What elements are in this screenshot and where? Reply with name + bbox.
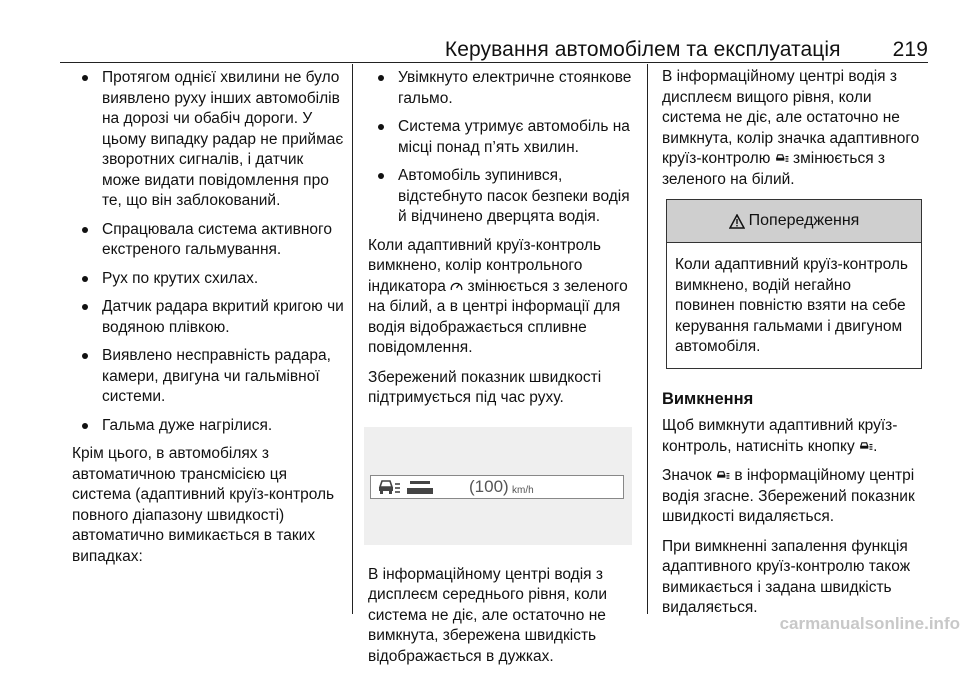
dic-display-illustration	[364, 427, 632, 545]
header-rule	[60, 62, 928, 63]
list-item: Протягом однієї хвилини не було виявлено руху інших автомобілів на дорозі чи обабіч дороги. У цьому випадку радар не приймає зворотних сигналів, і датчик може видати повідомлення про те, що він заблокований.	[74, 68, 344, 212]
dic-status-bar	[370, 475, 624, 499]
paragraph-text: В інформаційному центрі водія з дисплеєм вищого рівня, коли система не діє, але остаточно не вимкнута, колір значка адаптивного круїз-контролю	[662, 68, 920, 167]
bullet-list-2	[368, 68, 632, 228]
warning-box	[666, 199, 922, 369]
warning-header	[667, 200, 921, 243]
speedometer-icon	[450, 280, 463, 292]
warning-title: Попередження	[748, 211, 860, 229]
page-header	[60, 26, 928, 62]
list-item: Виявлено несправність радара, камери, двигуна чи гальмівної системи.	[74, 346, 344, 408]
list-item: Увімкнуто електричне стоянкове гальмо.	[368, 68, 632, 109]
list-item: Автомобіль зупинився, відстебнуто пасок безпеки водія й відчинено дверцята водія.	[368, 166, 632, 228]
page-number: 219	[892, 38, 928, 61]
paragraph: При вимкненні запалення функція адаптивного круїз-контролю також вимикається і задана швидкість видаляється.	[662, 537, 911, 616]
paragraph	[662, 466, 928, 528]
list-item: Датчик радара вкритий кригою чи водяною плівкою.	[74, 297, 344, 338]
paragraph-text: .	[873, 437, 878, 455]
paragraph-text: змінюється з зеленого на білий.	[662, 150, 886, 188]
column-divider-2	[647, 64, 648, 614]
bullet-list-1	[74, 68, 344, 436]
paragraph-text: змінюється з зеленого на білий, а в центрі інформації для водія відображається спливне повідомлення.	[368, 277, 628, 356]
speed-unit: km/h	[512, 484, 534, 496]
section-heading: Вимкнення	[662, 389, 754, 408]
stored-speed-value: (100)	[469, 476, 509, 496]
adaptive-cruise-icon	[716, 469, 730, 481]
paragraph: Крім цього, в автомобілях з автоматичною трансмісією ця система (адаптивний круїз-контроль повного діапазону швидкості) автоматично вимикається в таких випадках:	[72, 445, 335, 565]
list-item: Рух по крутих схилах.	[74, 269, 344, 290]
paragraph	[662, 67, 928, 190]
page-title: Керування автомобілем та експлуатація	[444, 38, 841, 61]
paragraph	[662, 416, 928, 457]
paragraph-text: Щоб вимкнути адаптивний круїз-контроль, натисніть кнопку	[662, 417, 898, 455]
adaptive-cruise-icon	[859, 440, 873, 452]
speed-limit-bar-icon	[407, 478, 433, 496]
list-item: Гальма дуже нагрілися.	[74, 416, 344, 437]
list-item: Система утримує автомобіль на місці понад п’ять хвилин.	[368, 117, 632, 158]
warning-triangle-icon	[729, 214, 745, 229]
column-divider-1	[352, 64, 353, 614]
column-1	[74, 64, 344, 576]
warning-text: Коли адаптивний круїз-контроль вимкнено, водій негайно повинен повністю взяти на себе керування гальмами і двигуном автомобіля.	[675, 256, 908, 355]
adaptive-cruise-icon	[775, 152, 789, 164]
paragraph	[368, 236, 632, 359]
paragraph-text: Коли адаптивний круїз-контроль вимкнено, колір контрольного індикатора	[368, 236, 601, 295]
paragraph-text: в інформаційному центрі водія згасне. Збережений показник швидкості видаляється.	[662, 467, 915, 525]
list-item: Спрацювала система активного екстреного гальмування.	[74, 220, 344, 261]
adaptive-cruise-icon	[377, 477, 401, 496]
paragraph: Збережений показник швидкості підтримується під час руху.	[368, 368, 602, 406]
paragraph: В інформаційному центрі водія з дисплеєм середнього рівня, коли система не діє, але остаточно не вимкнута, збережена швидкість відображається в дужках.	[368, 565, 607, 665]
paragraph-text: Значок	[662, 467, 712, 484]
watermark: carmanualsonline.info	[779, 614, 960, 633]
column-2	[368, 64, 632, 676]
column-3	[662, 64, 928, 628]
